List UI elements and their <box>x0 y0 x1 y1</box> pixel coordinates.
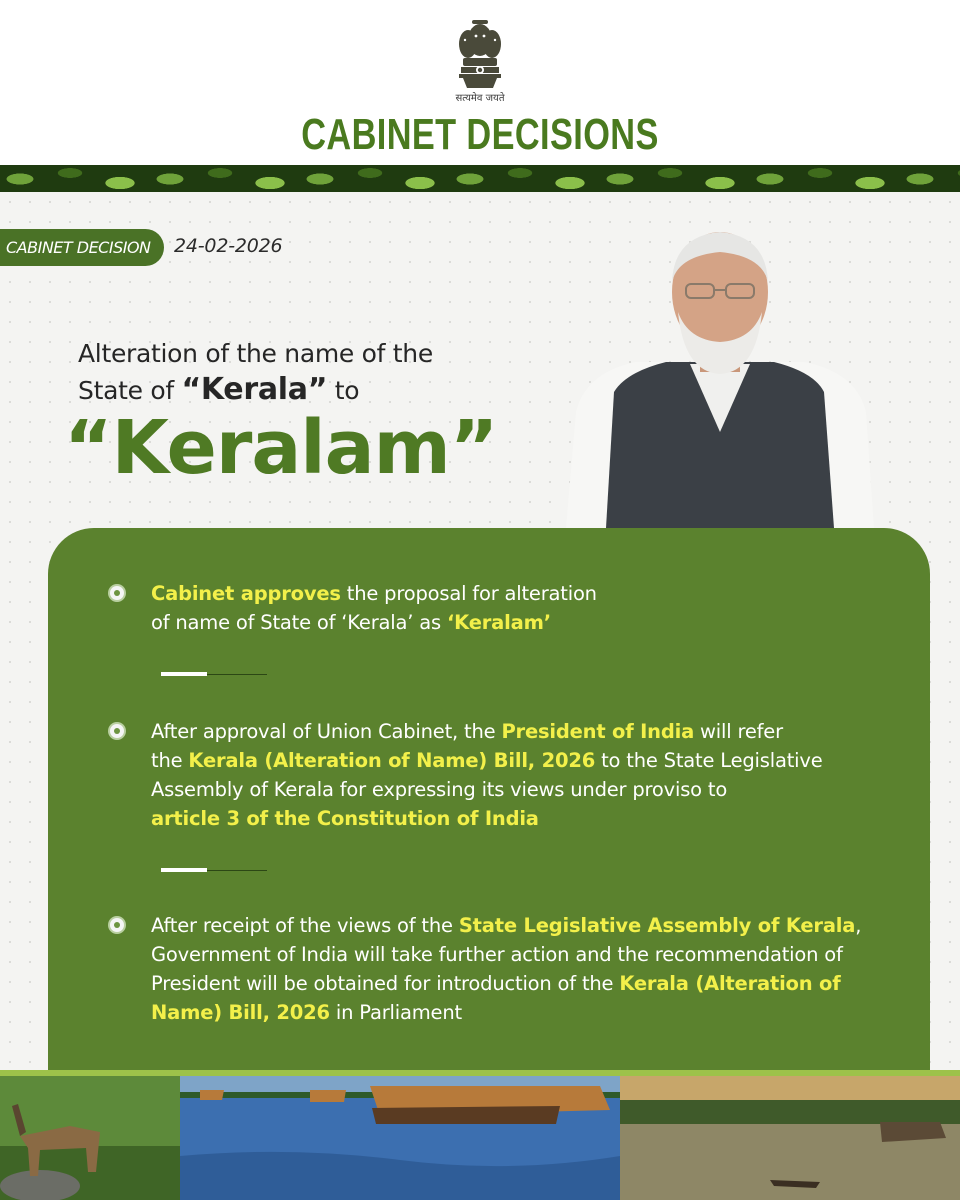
point-text: Government of India will take further action and the recommendation of <box>151 943 843 966</box>
point-text: of name of State of ‘Kerala’ as <box>151 611 447 634</box>
headline-line2-prefix: State of <box>78 376 182 405</box>
houseboat-photo <box>180 1076 620 1200</box>
headline-keralam: “Keralam” <box>64 405 498 491</box>
highlighted-text: Kerala (Alteration of Name) Bill, 2026 <box>188 749 596 772</box>
highlighted-text: Cabinet approves <box>151 582 341 605</box>
point-text: , <box>855 914 862 937</box>
kerala-photo-strip <box>0 1070 960 1200</box>
point-3 <box>151 911 911 1027</box>
nilgiri-tahr-photo <box>0 1076 180 1200</box>
highlighted-text: Name) Bill, 2026 <box>151 1001 330 1024</box>
point-text: After receipt of the views of the <box>151 914 459 937</box>
page-header <box>0 0 960 165</box>
point-text: the <box>151 749 189 772</box>
bullet-icon <box>110 918 124 932</box>
bullet-icon <box>110 724 124 738</box>
motto-text: सत्यमेव जयते <box>455 93 505 104</box>
highlighted-text: article 3 of the Constitution of India <box>151 807 539 830</box>
point-text: the proposal for alteration <box>340 582 597 605</box>
section-divider <box>161 672 267 676</box>
bullet-icon <box>110 586 124 600</box>
point-text: President will be obtained for introduction of the <box>151 972 620 995</box>
portrait-image <box>566 222 874 528</box>
headline-line1: Alteration of the name of the <box>78 339 433 368</box>
highlighted-text: ‘Keralam’ <box>446 611 551 634</box>
section-divider <box>161 868 267 872</box>
point-text: will refer <box>694 720 783 743</box>
cabinet-decision-badge: CABINET DECISION <box>0 229 164 266</box>
headline <box>78 336 433 409</box>
point-text: Assembly of Kerala for expressing its views under proviso to <box>151 778 728 801</box>
highlighted-text: State Legislative Assembly of Kerala <box>458 914 856 937</box>
point-text: in Parliament <box>329 1001 462 1024</box>
point-2 <box>151 717 911 833</box>
highlighted-text: Kerala (Alteration of <box>619 972 841 995</box>
point-text: to the State Legislative <box>595 749 823 772</box>
point-text: After approval of Union Cabinet, the <box>151 720 502 743</box>
point-1 <box>151 579 911 637</box>
backwaters-photo <box>620 1076 960 1200</box>
highlighted-text: President of India <box>501 720 695 743</box>
headline-line2-suffix: to <box>327 376 360 405</box>
leaf-banner-image <box>0 165 960 192</box>
decision-date: 24-02-2026 <box>174 235 283 257</box>
headline-kerala: “Kerala” <box>181 372 328 407</box>
headline-line2 <box>78 372 433 409</box>
page-title: CABINET DECISIONS <box>301 110 659 159</box>
